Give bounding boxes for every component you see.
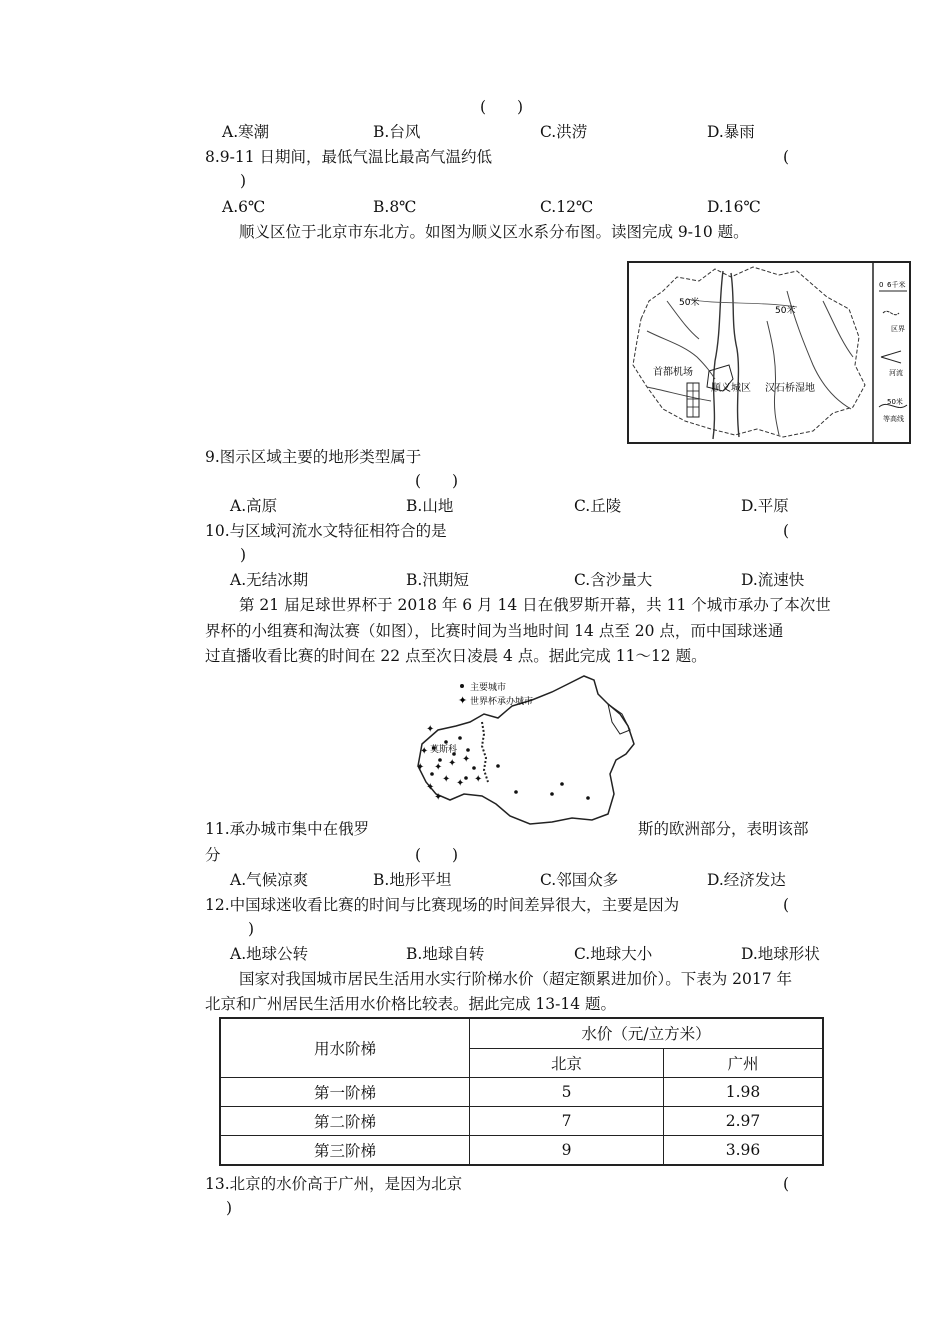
q8-stem: 8.9-11 日期间，最低气温比最高气温约低 [205, 148, 493, 166]
svg-text:✦: ✦ [448, 758, 457, 769]
q11-stem-left: 11.承办城市集中在俄罗 [205, 820, 370, 838]
svg-text:✦: ✦ [420, 746, 429, 757]
table-row [220, 1078, 823, 1107]
q12-option-a: A.地球公转 [230, 945, 309, 963]
q13-stem: 13.北京的水价高于广州，是因为北京 [205, 1175, 463, 1193]
map-frame [628, 262, 910, 443]
q8-paren-open: ( [783, 148, 790, 166]
q10-paren-close: ) [240, 546, 247, 564]
q11-option-d: D.经济发达 [707, 871, 786, 889]
q12-option-c: C.地球大小 [574, 945, 653, 963]
q7-answer-paren: ( ) [480, 98, 524, 116]
price-header: 水价（元/立方米） [470, 1018, 824, 1048]
q12-paren-close: ) [248, 920, 255, 938]
tier-cell: 第一阶梯 [220, 1078, 470, 1107]
legend-contour-value: 50米 [887, 398, 903, 406]
russia-world-cup-map [412, 670, 640, 828]
q10-paren-open: ( [783, 522, 790, 540]
q13-paren-close: ) [226, 1199, 233, 1217]
intro-13-14-line1: 国家对我国城市居民生活用水实行阶梯水价（超定额累进加价）。下表为 2017 年 [239, 970, 793, 988]
water-price-table [219, 1017, 824, 1166]
q9-answer-paren: ( ) [415, 472, 459, 490]
city-label: 顺义城区 [711, 383, 751, 394]
q10-option-d: D.流速快 [741, 571, 805, 589]
q11-stem-line2: 分 [205, 846, 221, 864]
q9-stem: 9.图示区域主要的地形类型属于 [205, 448, 422, 466]
legend-host-city-symbol: ✦ [458, 694, 468, 707]
q13-paren-open: ( [783, 1175, 790, 1193]
svg-text:✦: ✦ [416, 762, 425, 773]
shunyi-water-map [627, 261, 911, 444]
intro-9-10: 顺义区位于北京市东北方。如图为顺义区水系分布图。读图完成 9-10 题。 [239, 223, 749, 241]
svg-text:✦: ✦ [434, 762, 443, 773]
table-row [220, 1107, 823, 1136]
q12-option-d: D.地球形状 [741, 945, 820, 963]
q8-option-c: C.12℃ [540, 198, 594, 216]
q9-option-c: C.丘陵 [574, 497, 622, 515]
contour-label-2: 50米 [775, 306, 796, 316]
guangzhou-price-cell: 3.96 [664, 1136, 824, 1166]
legend-river-label: 河流 [889, 369, 903, 377]
col-beijing: 北京 [470, 1048, 664, 1078]
q11-answer-paren: ( ) [415, 846, 459, 864]
legend-contour-label: 等高线 [883, 415, 904, 423]
q7-option-c: C.洪涝 [540, 123, 588, 141]
q10-stem: 10.与区域河流水文特征相符合的是 [205, 522, 447, 540]
airport-label: 首都机场 [653, 367, 693, 378]
guangzhou-price-cell: 2.97 [664, 1107, 824, 1136]
q7-option-a: A.寒潮 [222, 123, 270, 141]
tier-cell: 第二阶梯 [220, 1107, 470, 1136]
q11-option-c: C.邻国众多 [540, 871, 619, 889]
beijing-price-cell: 5 [470, 1078, 664, 1107]
q10-option-c: C.含沙量大 [574, 571, 653, 589]
svg-text:✦: ✦ [474, 774, 483, 785]
svg-text:✦: ✦ [456, 778, 465, 789]
q8-option-b: B.8℃ [373, 198, 417, 216]
q10-option-a: A.无结冰期 [230, 571, 309, 589]
q8-option-d: D.16℃ [707, 198, 761, 216]
moscow-label: 莫斯科 [430, 745, 458, 755]
q12-paren-open: ( [783, 896, 790, 914]
q8-option-a: A.6℃ [222, 198, 266, 216]
svg-text:✦: ✦ [462, 754, 471, 765]
q8-paren-close: ) [240, 172, 247, 190]
q10-option-b: B.汛期短 [406, 571, 469, 589]
svg-text:✦: ✦ [426, 724, 435, 735]
q9-option-b: B.山地 [406, 497, 454, 515]
wetland-label: 汉石桥湿地 [765, 383, 815, 394]
q12-stem: 12.中国球迷收看比赛的时间与比赛现场的时间差异很大，主要是因为 [205, 896, 680, 914]
q11-stem-right: 斯的欧洲部分，表明该部 [638, 820, 809, 838]
legend-boundary-label: 区界 [891, 325, 905, 333]
q7-option-d: D.暴雨 [707, 123, 755, 141]
legend-host-city-label: 世界杯承办城市 [470, 697, 534, 707]
scale-zero: 0 [879, 281, 884, 289]
svg-text:✦: ✦ [426, 782, 435, 793]
q9-option-a: A.高原 [230, 497, 278, 515]
legend-main-city-dot [460, 684, 464, 688]
table-row [220, 1136, 823, 1166]
q9-option-d: D.平原 [741, 497, 789, 515]
scale-label: 6千米 [887, 281, 906, 289]
q7-option-b: B.台风 [373, 123, 421, 141]
intro-13-14-line2: 北京和广州居民生活用水价格比较表。据此完成 13-14 题。 [205, 995, 617, 1013]
guangzhou-price-cell: 1.98 [664, 1078, 824, 1107]
intro-11-12-line2: 界杯的小组赛和淘汰赛（如图），比赛时间为当地时间 14 点至 20 点，而中国球迷通 [205, 622, 784, 640]
svg-text:✦: ✦ [442, 774, 451, 785]
tier-cell: 第三阶梯 [220, 1136, 470, 1166]
beijing-price-cell: 9 [470, 1136, 664, 1166]
q11-option-b: B.地形平坦 [373, 871, 452, 889]
legend-main-city-label: 主要城市 [470, 683, 507, 693]
q11-option-a: A.气候凉爽 [230, 871, 309, 889]
intro-11-12-line1: 第 21 届足球世界杯于 2018 年 6 月 14 日在俄罗斯开幕，共 11 个城市承办了本次世 [239, 596, 831, 614]
q12-option-b: B.地球自转 [406, 945, 485, 963]
tier-header: 用水阶梯 [220, 1018, 470, 1078]
intro-11-12-line3: 过直播收看比赛的时间在 22 点至次日凌晨 4 点。据此完成 11～12 题。 [205, 647, 707, 665]
beijing-price-cell: 7 [470, 1107, 664, 1136]
col-guangzhou: 广州 [664, 1048, 824, 1078]
svg-text:✦: ✦ [434, 792, 443, 803]
contour-label-1: 50米 [679, 298, 700, 308]
